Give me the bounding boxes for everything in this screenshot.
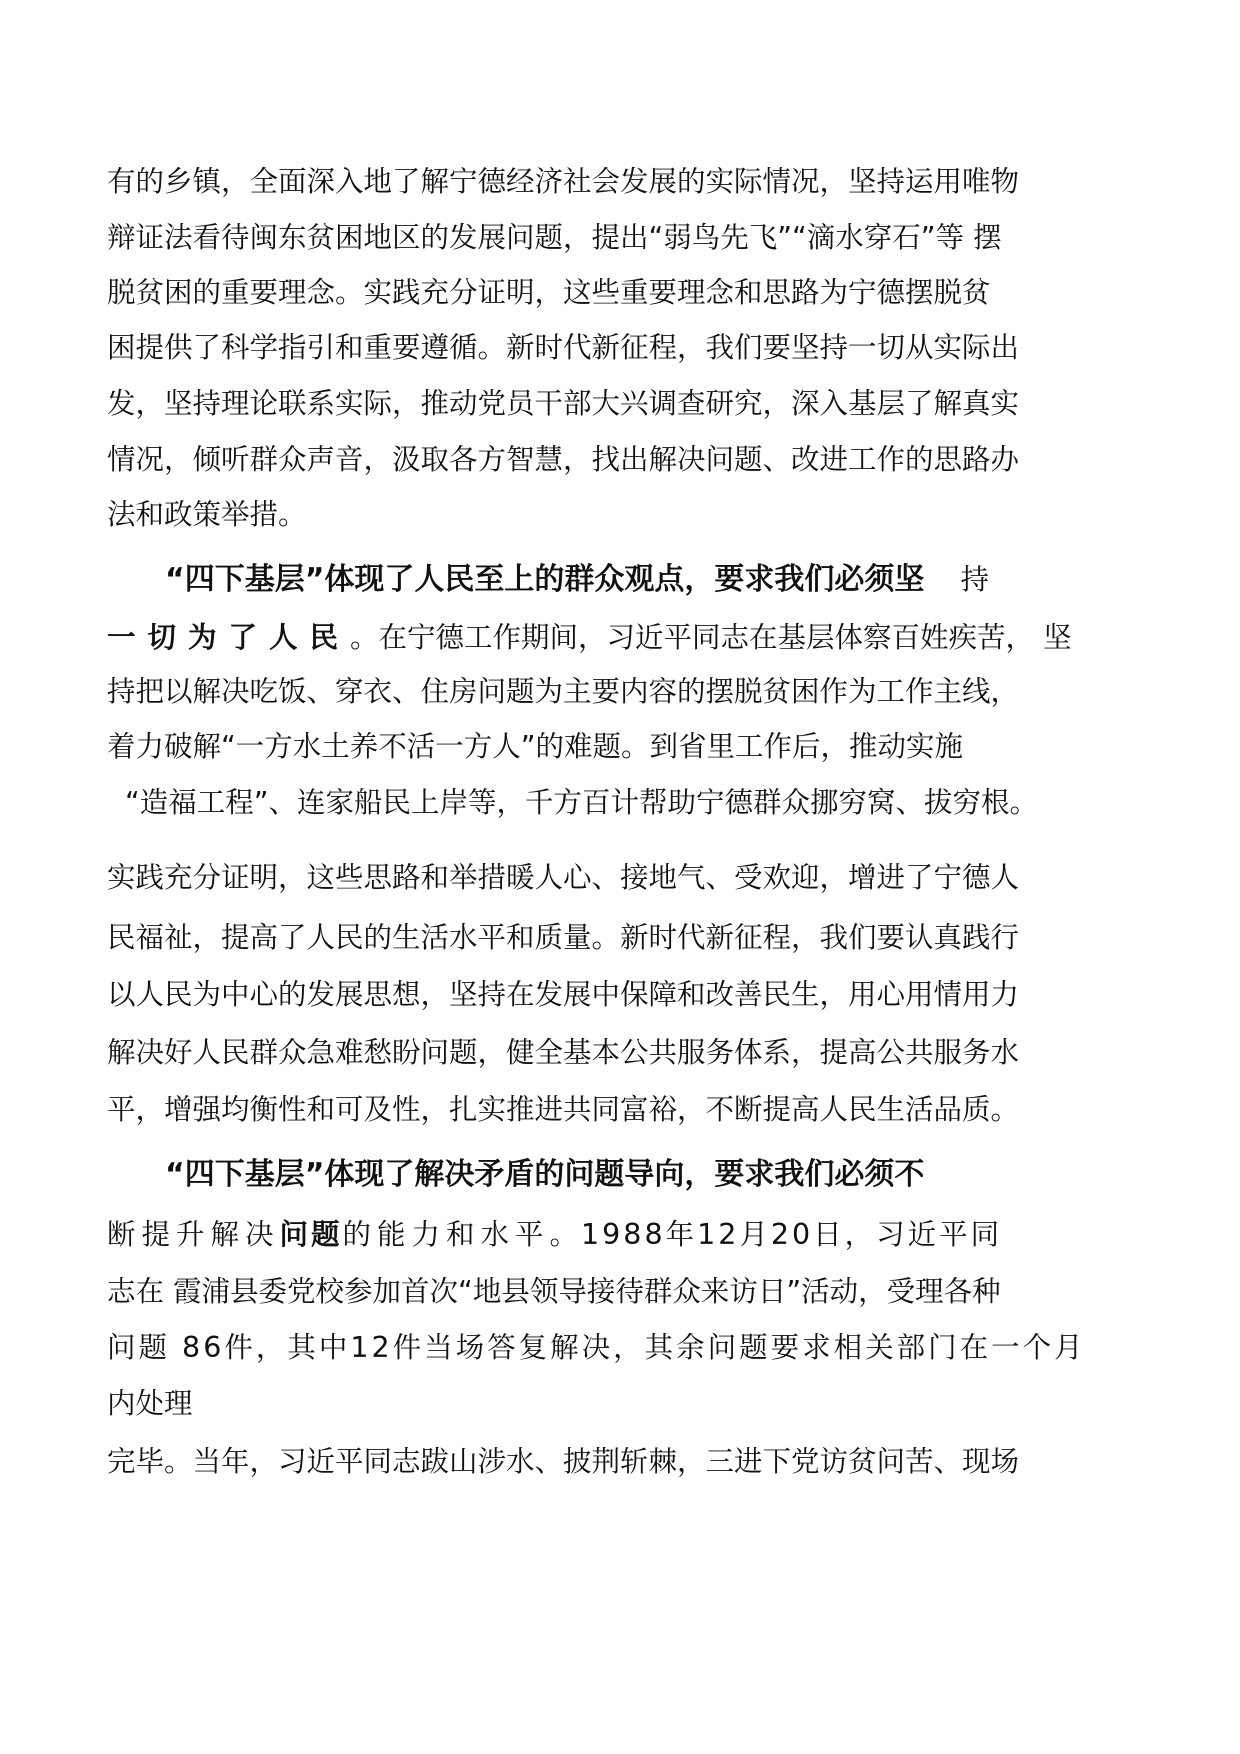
text-line: “造福工程”、连家船民上岸等，千方百计帮助宁德群众挪穷窝、拔穷根。 (125, 786, 1039, 819)
text-line: 情况，倾听群众声音，汲取各方智慧，找出解决问题、改进工作的思路办 (107, 443, 1020, 476)
text-line: 解决好人民群众急难愁盼问题，健全基本公共服务体系，提高公共服务水 (107, 1036, 1020, 1069)
heading-bold-text: “四下基层”体现了人民至上的群众观点，要求我们必须坚 (165, 562, 925, 597)
text-line: 脱贫困的重要理念。实践充分证明，这些重要理念和思路为宁德摆脱贫 (107, 276, 991, 309)
heading-2-continuation (107, 1215, 1002, 1255)
text-line: 志在 霞浦县委党校参加首次“地县领导接待群众来访日”活动，受理各种 (107, 1275, 1001, 1308)
heading-1-continuation (107, 618, 1072, 658)
text-line: 完毕。当年，习近平同志跋山涉水、披荆斩棘，三进下党访贫问苦、现场 (107, 1445, 1020, 1478)
text-line: 民福祉，提高了人民的生活水平和质量。新时代新征程，我们要认真践行 (107, 921, 1020, 954)
text-line: 持把以解决吃饭、穿衣、住房问题为主要内容的摆脱贫困作为工作主线， (107, 675, 1020, 708)
text-line: 法和政策举措。 (107, 498, 307, 531)
text-segment: 断提升解决 (107, 1218, 280, 1251)
section-heading-1 (165, 560, 989, 600)
text-line: 辩证法看待闽东贫困地区的发展问题，提出“弱鸟先飞”“滴水穿石”等 摆 (107, 221, 1002, 254)
text-line: 有的乡镇，全面深入地了解宁德经济社会发展的实际情况，坚持运用唯物 (107, 165, 1020, 198)
text-line: 平，增强均衡性和可及性，扎实推进共同富裕，不断提高人民生活品质。 (107, 1093, 1020, 1126)
text-segment: 的能力和水平 (342, 1218, 550, 1251)
section-heading-2: “四下基层”体现了解决矛盾的问题导向，要求我们必须不 (165, 1157, 925, 1192)
text-line: 实践充分证明，这些思路和举措暖人心、接地气、受欢迎，增进了宁德人 (107, 861, 1020, 894)
text-line: 问题 86件，其中12件当场答复解决，其余问题要求相关部门在一个月 (107, 1331, 1086, 1364)
heading-bold-text: 一切为了人民 (107, 621, 351, 654)
text-line: 困提供了科学指引和重要遵循。新时代新征程，我们要坚持一切从实际出 (107, 331, 1020, 364)
text-line: 内处理 (107, 1387, 193, 1420)
text-segment: 。1988年12月20日，习近平同 (549, 1218, 1003, 1251)
heading-tail-text: 持 (960, 563, 989, 596)
text-line: 以人民为中心的发展思想，坚持在发展中保障和改善民生，用心用情用力 (107, 978, 1020, 1011)
text-line: 发，坚持理论联系实际，推动党员干部大兴调查研究，深入基层了解真实 (107, 387, 1020, 420)
heading-bold-text: 问题 (279, 1218, 343, 1251)
text-segment: 。在宁德工作期间，习近平同志在基层体察百姓疾苦， 坚 (350, 621, 1072, 654)
text-line: 着力破解“一方水土养不活一方人”的难题。到省里工作后，推动实施 (107, 730, 964, 763)
